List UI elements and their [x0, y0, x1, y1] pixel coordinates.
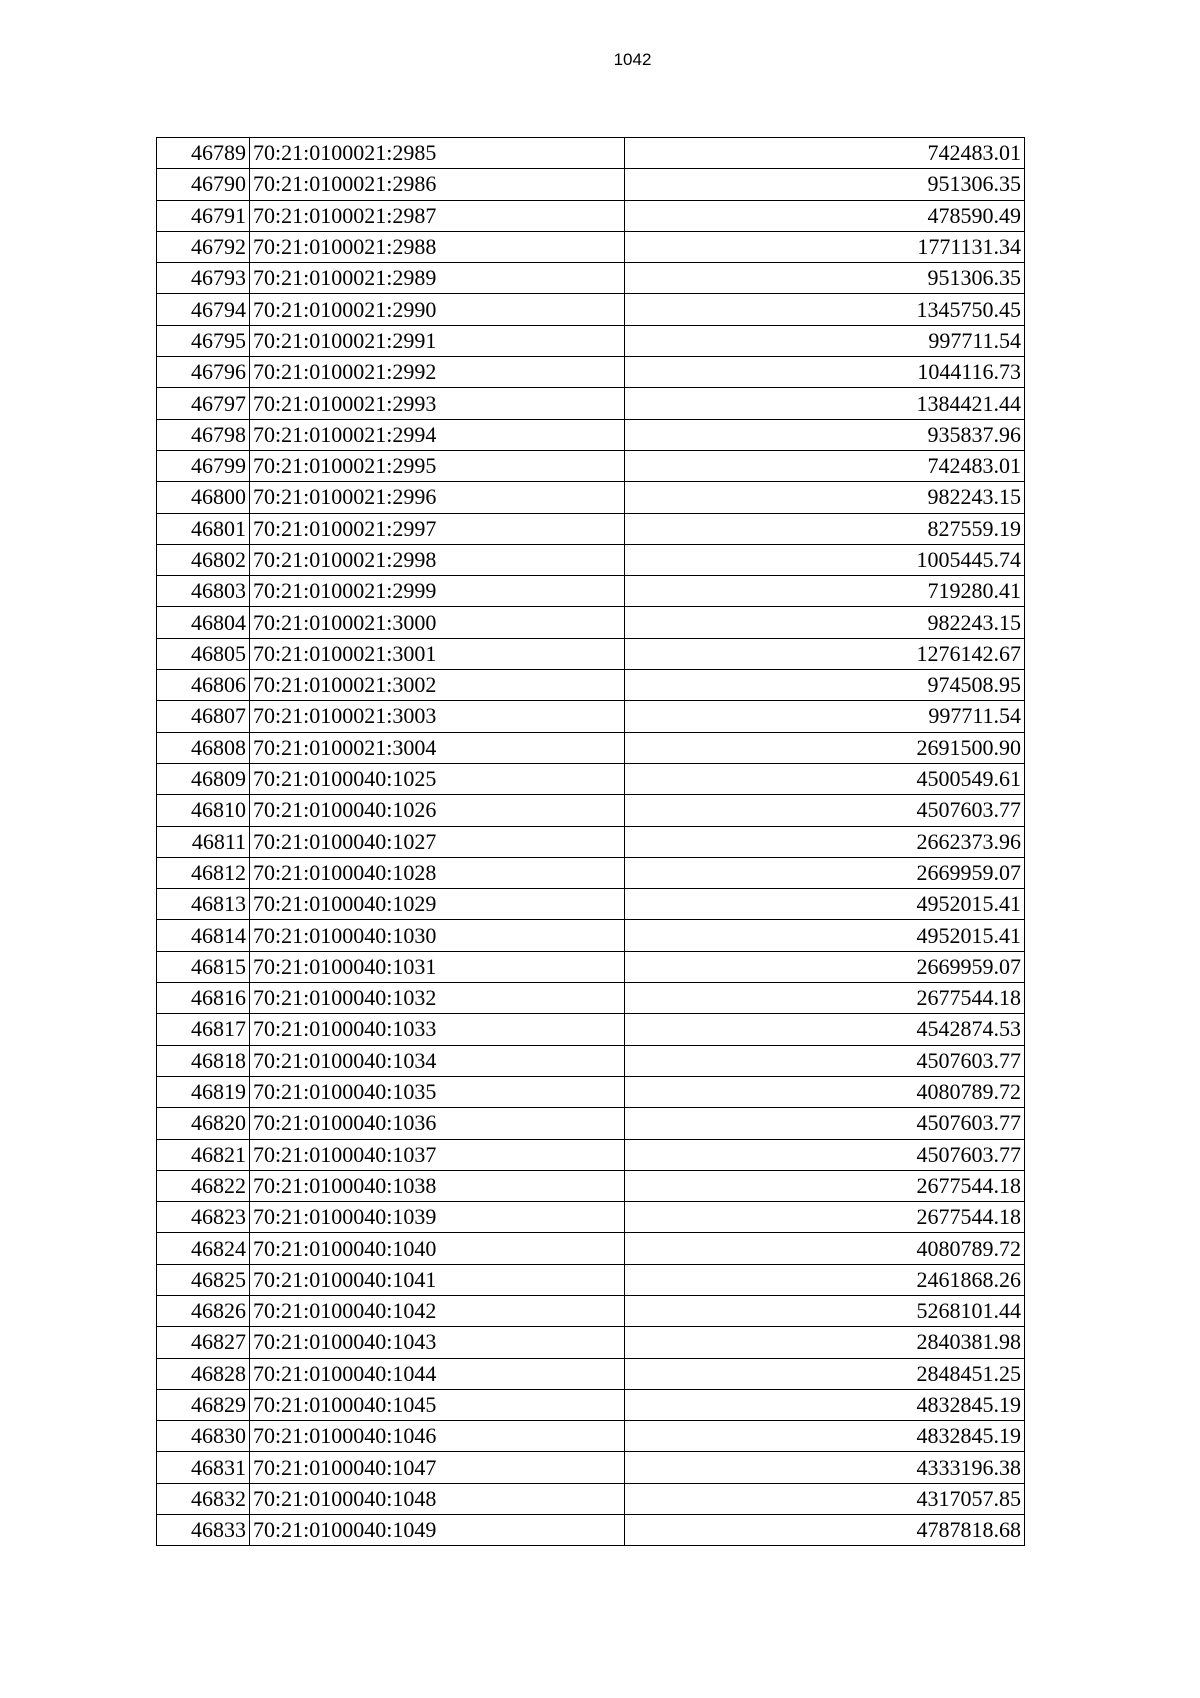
table-row — [157, 983, 1025, 1014]
row-number-cell: 46815 — [157, 951, 250, 982]
cadastral-value-cell: 997711.54 — [625, 325, 1025, 356]
row-number-cell: 46818 — [157, 1045, 250, 1076]
cadastral-value-cell: 4542874.53 — [625, 1014, 1025, 1045]
row-number-cell: 46810 — [157, 795, 250, 826]
cadastral-number-cell: 70:21:0100021:3002 — [250, 670, 625, 701]
cadastral-value-cell: 4507603.77 — [625, 1108, 1025, 1139]
row-number-cell: 46804 — [157, 607, 250, 638]
row-number-cell: 46821 — [157, 1139, 250, 1170]
cadastral-number-cell: 70:21:0100040:1028 — [250, 857, 625, 888]
row-number-cell: 46791 — [157, 200, 250, 231]
table-row — [157, 889, 1025, 920]
cadastral-number-cell: 70:21:0100040:1035 — [250, 1076, 625, 1107]
cadastral-number-cell: 70:21:0100040:1025 — [250, 763, 625, 794]
cadastral-number-cell: 70:21:0100021:2999 — [250, 576, 625, 607]
table-row — [157, 294, 1025, 325]
cadastral-number-cell: 70:21:0100021:2989 — [250, 263, 625, 294]
table-row — [157, 200, 1025, 231]
row-number-cell: 46800 — [157, 482, 250, 513]
cadastral-value-cell: 1276142.67 — [625, 638, 1025, 669]
cadastral-number-cell: 70:21:0100040:1033 — [250, 1014, 625, 1045]
row-number-cell: 46799 — [157, 450, 250, 481]
cadastral-value-cell: 4832845.19 — [625, 1421, 1025, 1452]
table-row — [157, 920, 1025, 951]
table-row — [157, 419, 1025, 450]
table-row — [157, 450, 1025, 481]
cadastral-number-cell: 70:21:0100040:1031 — [250, 951, 625, 982]
table-row — [157, 169, 1025, 200]
row-number-cell: 46830 — [157, 1421, 250, 1452]
cadastral-number-cell: 70:21:0100040:1041 — [250, 1264, 625, 1295]
cadastral-value-cell: 4507603.77 — [625, 795, 1025, 826]
cadastral-number-cell: 70:21:0100021:2994 — [250, 419, 625, 450]
cadastral-value-cell: 742483.01 — [625, 138, 1025, 169]
cadastral-value-cell: 4507603.77 — [625, 1139, 1025, 1170]
cadastral-number-cell: 70:21:0100040:1044 — [250, 1358, 625, 1389]
cadastral-number-cell: 70:21:0100021:3004 — [250, 732, 625, 763]
row-number-cell: 46812 — [157, 857, 250, 888]
row-number-cell: 46831 — [157, 1452, 250, 1483]
cadastral-number-cell: 70:21:0100021:2998 — [250, 544, 625, 575]
row-number-cell: 46833 — [157, 1515, 250, 1546]
cadastral-value-cell: 5268101.44 — [625, 1295, 1025, 1326]
cadastral-value-cell: 2840381.98 — [625, 1327, 1025, 1358]
table-row — [157, 763, 1025, 794]
cadastral-number-cell: 70:21:0100040:1049 — [250, 1515, 625, 1546]
table-row — [157, 357, 1025, 388]
row-number-cell: 46813 — [157, 889, 250, 920]
cadastral-value-cell: 1384421.44 — [625, 388, 1025, 419]
cadastral-number-cell: 70:21:0100021:3001 — [250, 638, 625, 669]
row-number-cell: 46817 — [157, 1014, 250, 1045]
table-row — [157, 701, 1025, 732]
cadastral-value-cell: 2677544.18 — [625, 1202, 1025, 1233]
cadastral-number-cell: 70:21:0100040:1026 — [250, 795, 625, 826]
table-row — [157, 1076, 1025, 1107]
row-number-cell: 46796 — [157, 357, 250, 388]
cadastral-number-cell: 70:21:0100040:1037 — [250, 1139, 625, 1170]
cadastral-value-cell: 997711.54 — [625, 701, 1025, 732]
table-row — [157, 482, 1025, 513]
table-row — [157, 325, 1025, 356]
table-row — [157, 1421, 1025, 1452]
table-row — [157, 1515, 1025, 1546]
cadastral-number-cell: 70:21:0100021:2985 — [250, 138, 625, 169]
row-number-cell: 46789 — [157, 138, 250, 169]
row-number-cell: 46827 — [157, 1327, 250, 1358]
cadastral-value-cell: 4952015.41 — [625, 889, 1025, 920]
row-number-cell: 46803 — [157, 576, 250, 607]
table-row — [157, 576, 1025, 607]
table-body — [157, 138, 1025, 1546]
cadastral-value-cell: 4832845.19 — [625, 1389, 1025, 1420]
cadastral-value-cell: 2691500.90 — [625, 732, 1025, 763]
cadastral-number-cell: 70:21:0100021:2992 — [250, 357, 625, 388]
cadastral-value-cell: 742483.01 — [625, 450, 1025, 481]
cadastral-number-cell: 70:21:0100040:1029 — [250, 889, 625, 920]
row-number-cell: 46807 — [157, 701, 250, 732]
table-row — [157, 857, 1025, 888]
table-row — [157, 1170, 1025, 1201]
cadastral-number-cell: 70:21:0100040:1047 — [250, 1452, 625, 1483]
cadastral-value-cell: 2848451.25 — [625, 1358, 1025, 1389]
cadastral-value-cell: 982243.15 — [625, 607, 1025, 638]
table-row — [157, 1264, 1025, 1295]
cadastral-number-cell: 70:21:0100040:1038 — [250, 1170, 625, 1201]
row-number-cell: 46814 — [157, 920, 250, 951]
cadastral-value-cell: 4333196.38 — [625, 1452, 1025, 1483]
table-row — [157, 670, 1025, 701]
cadastral-number-cell: 70:21:0100021:2991 — [250, 325, 625, 356]
cadastral-number-cell: 70:21:0100040:1045 — [250, 1389, 625, 1420]
cadastral-value-cell: 2669959.07 — [625, 857, 1025, 888]
row-number-cell: 46823 — [157, 1202, 250, 1233]
table-row — [157, 1483, 1025, 1514]
table-row — [157, 1108, 1025, 1139]
cadastral-number-cell: 70:21:0100040:1039 — [250, 1202, 625, 1233]
cadastral-value-cell: 951306.35 — [625, 169, 1025, 200]
row-number-cell: 46829 — [157, 1389, 250, 1420]
table-row — [157, 638, 1025, 669]
cadastral-value-cell: 4500549.61 — [625, 763, 1025, 794]
row-number-cell: 46797 — [157, 388, 250, 419]
cadastral-value-cell: 827559.19 — [625, 513, 1025, 544]
table-row — [157, 1389, 1025, 1420]
cadastral-value-table — [156, 137, 1025, 1546]
row-number-cell: 46816 — [157, 983, 250, 1014]
row-number-cell: 46792 — [157, 231, 250, 262]
cadastral-number-cell: 70:21:0100040:1043 — [250, 1327, 625, 1358]
cadastral-value-cell: 2662373.96 — [625, 826, 1025, 857]
row-number-cell: 46825 — [157, 1264, 250, 1295]
cadastral-number-cell: 70:21:0100021:2987 — [250, 200, 625, 231]
cadastral-number-cell: 70:21:0100040:1042 — [250, 1295, 625, 1326]
cadastral-number-cell: 70:21:0100040:1046 — [250, 1421, 625, 1452]
cadastral-number-cell: 70:21:0100040:1034 — [250, 1045, 625, 1076]
cadastral-value-cell: 719280.41 — [625, 576, 1025, 607]
table-row — [157, 513, 1025, 544]
table-row — [157, 1327, 1025, 1358]
row-number-cell: 46808 — [157, 732, 250, 763]
page-number: 1042 — [613, 50, 652, 69]
cadastral-value-cell: 974508.95 — [625, 670, 1025, 701]
table-row — [157, 607, 1025, 638]
cadastral-number-cell: 70:21:0100021:2995 — [250, 450, 625, 481]
cadastral-value-cell: 4080789.72 — [625, 1076, 1025, 1107]
row-number-cell: 46806 — [157, 670, 250, 701]
cadastral-number-cell: 70:21:0100021:2986 — [250, 169, 625, 200]
cadastral-number-cell: 70:21:0100040:1036 — [250, 1108, 625, 1139]
cadastral-number-cell: 70:21:0100040:1030 — [250, 920, 625, 951]
cadastral-value-cell: 4080789.72 — [625, 1233, 1025, 1264]
table-row — [157, 732, 1025, 763]
row-number-cell: 46794 — [157, 294, 250, 325]
cadastral-number-cell: 70:21:0100021:2996 — [250, 482, 625, 513]
cadastral-value-cell: 2669959.07 — [625, 951, 1025, 982]
cadastral-number-cell: 70:21:0100021:3000 — [250, 607, 625, 638]
table-row — [157, 388, 1025, 419]
row-number-cell: 46809 — [157, 763, 250, 794]
cadastral-value-cell: 935837.96 — [625, 419, 1025, 450]
cadastral-value-cell: 2677544.18 — [625, 1170, 1025, 1201]
table-row — [157, 1233, 1025, 1264]
row-number-cell: 46819 — [157, 1076, 250, 1107]
cadastral-value-cell: 4952015.41 — [625, 920, 1025, 951]
table-row — [157, 1358, 1025, 1389]
cadastral-number-cell: 70:21:0100040:1040 — [250, 1233, 625, 1264]
cadastral-value-cell: 4787818.68 — [625, 1515, 1025, 1546]
cadastral-value-cell: 951306.35 — [625, 263, 1025, 294]
row-number-cell: 46801 — [157, 513, 250, 544]
table-row — [157, 826, 1025, 857]
table-row — [157, 1295, 1025, 1326]
row-number-cell: 46790 — [157, 169, 250, 200]
row-number-cell: 46832 — [157, 1483, 250, 1514]
cadastral-value-cell: 2677544.18 — [625, 983, 1025, 1014]
row-number-cell: 46822 — [157, 1170, 250, 1201]
cadastral-value-cell: 982243.15 — [625, 482, 1025, 513]
cadastral-number-cell: 70:21:0100040:1048 — [250, 1483, 625, 1514]
row-number-cell: 46793 — [157, 263, 250, 294]
table-row — [157, 544, 1025, 575]
table-row — [157, 1452, 1025, 1483]
cadastral-value-cell: 4507603.77 — [625, 1045, 1025, 1076]
cadastral-value-cell: 1044116.73 — [625, 357, 1025, 388]
cadastral-number-cell: 70:21:0100021:2997 — [250, 513, 625, 544]
cadastral-value-cell: 2461868.26 — [625, 1264, 1025, 1295]
cadastral-number-cell: 70:21:0100021:2988 — [250, 231, 625, 262]
row-number-cell: 46826 — [157, 1295, 250, 1326]
table-row — [157, 951, 1025, 982]
table-row — [157, 795, 1025, 826]
table-row — [157, 1014, 1025, 1045]
table-row — [157, 1202, 1025, 1233]
table-row — [157, 1139, 1025, 1170]
row-number-cell: 46828 — [157, 1358, 250, 1389]
table-row — [157, 1045, 1025, 1076]
row-number-cell: 46820 — [157, 1108, 250, 1139]
table-row — [157, 138, 1025, 169]
row-number-cell: 46798 — [157, 419, 250, 450]
cadastral-number-cell: 70:21:0100040:1027 — [250, 826, 625, 857]
row-number-cell: 46824 — [157, 1233, 250, 1264]
row-number-cell: 46795 — [157, 325, 250, 356]
cadastral-number-cell: 70:21:0100021:2990 — [250, 294, 625, 325]
row-number-cell: 46802 — [157, 544, 250, 575]
row-number-cell: 46805 — [157, 638, 250, 669]
table-row — [157, 231, 1025, 262]
cadastral-value-cell: 1345750.45 — [625, 294, 1025, 325]
cadastral-number-cell: 70:21:0100021:2993 — [250, 388, 625, 419]
table-row — [157, 263, 1025, 294]
cadastral-value-cell: 4317057.85 — [625, 1483, 1025, 1514]
cadastral-number-cell: 70:21:0100021:3003 — [250, 701, 625, 732]
row-number-cell: 46811 — [157, 826, 250, 857]
cadastral-number-cell: 70:21:0100040:1032 — [250, 983, 625, 1014]
cadastral-value-cell: 1771131.34 — [625, 231, 1025, 262]
cadastral-value-cell: 478590.49 — [625, 200, 1025, 231]
cadastral-value-cell: 1005445.74 — [625, 544, 1025, 575]
